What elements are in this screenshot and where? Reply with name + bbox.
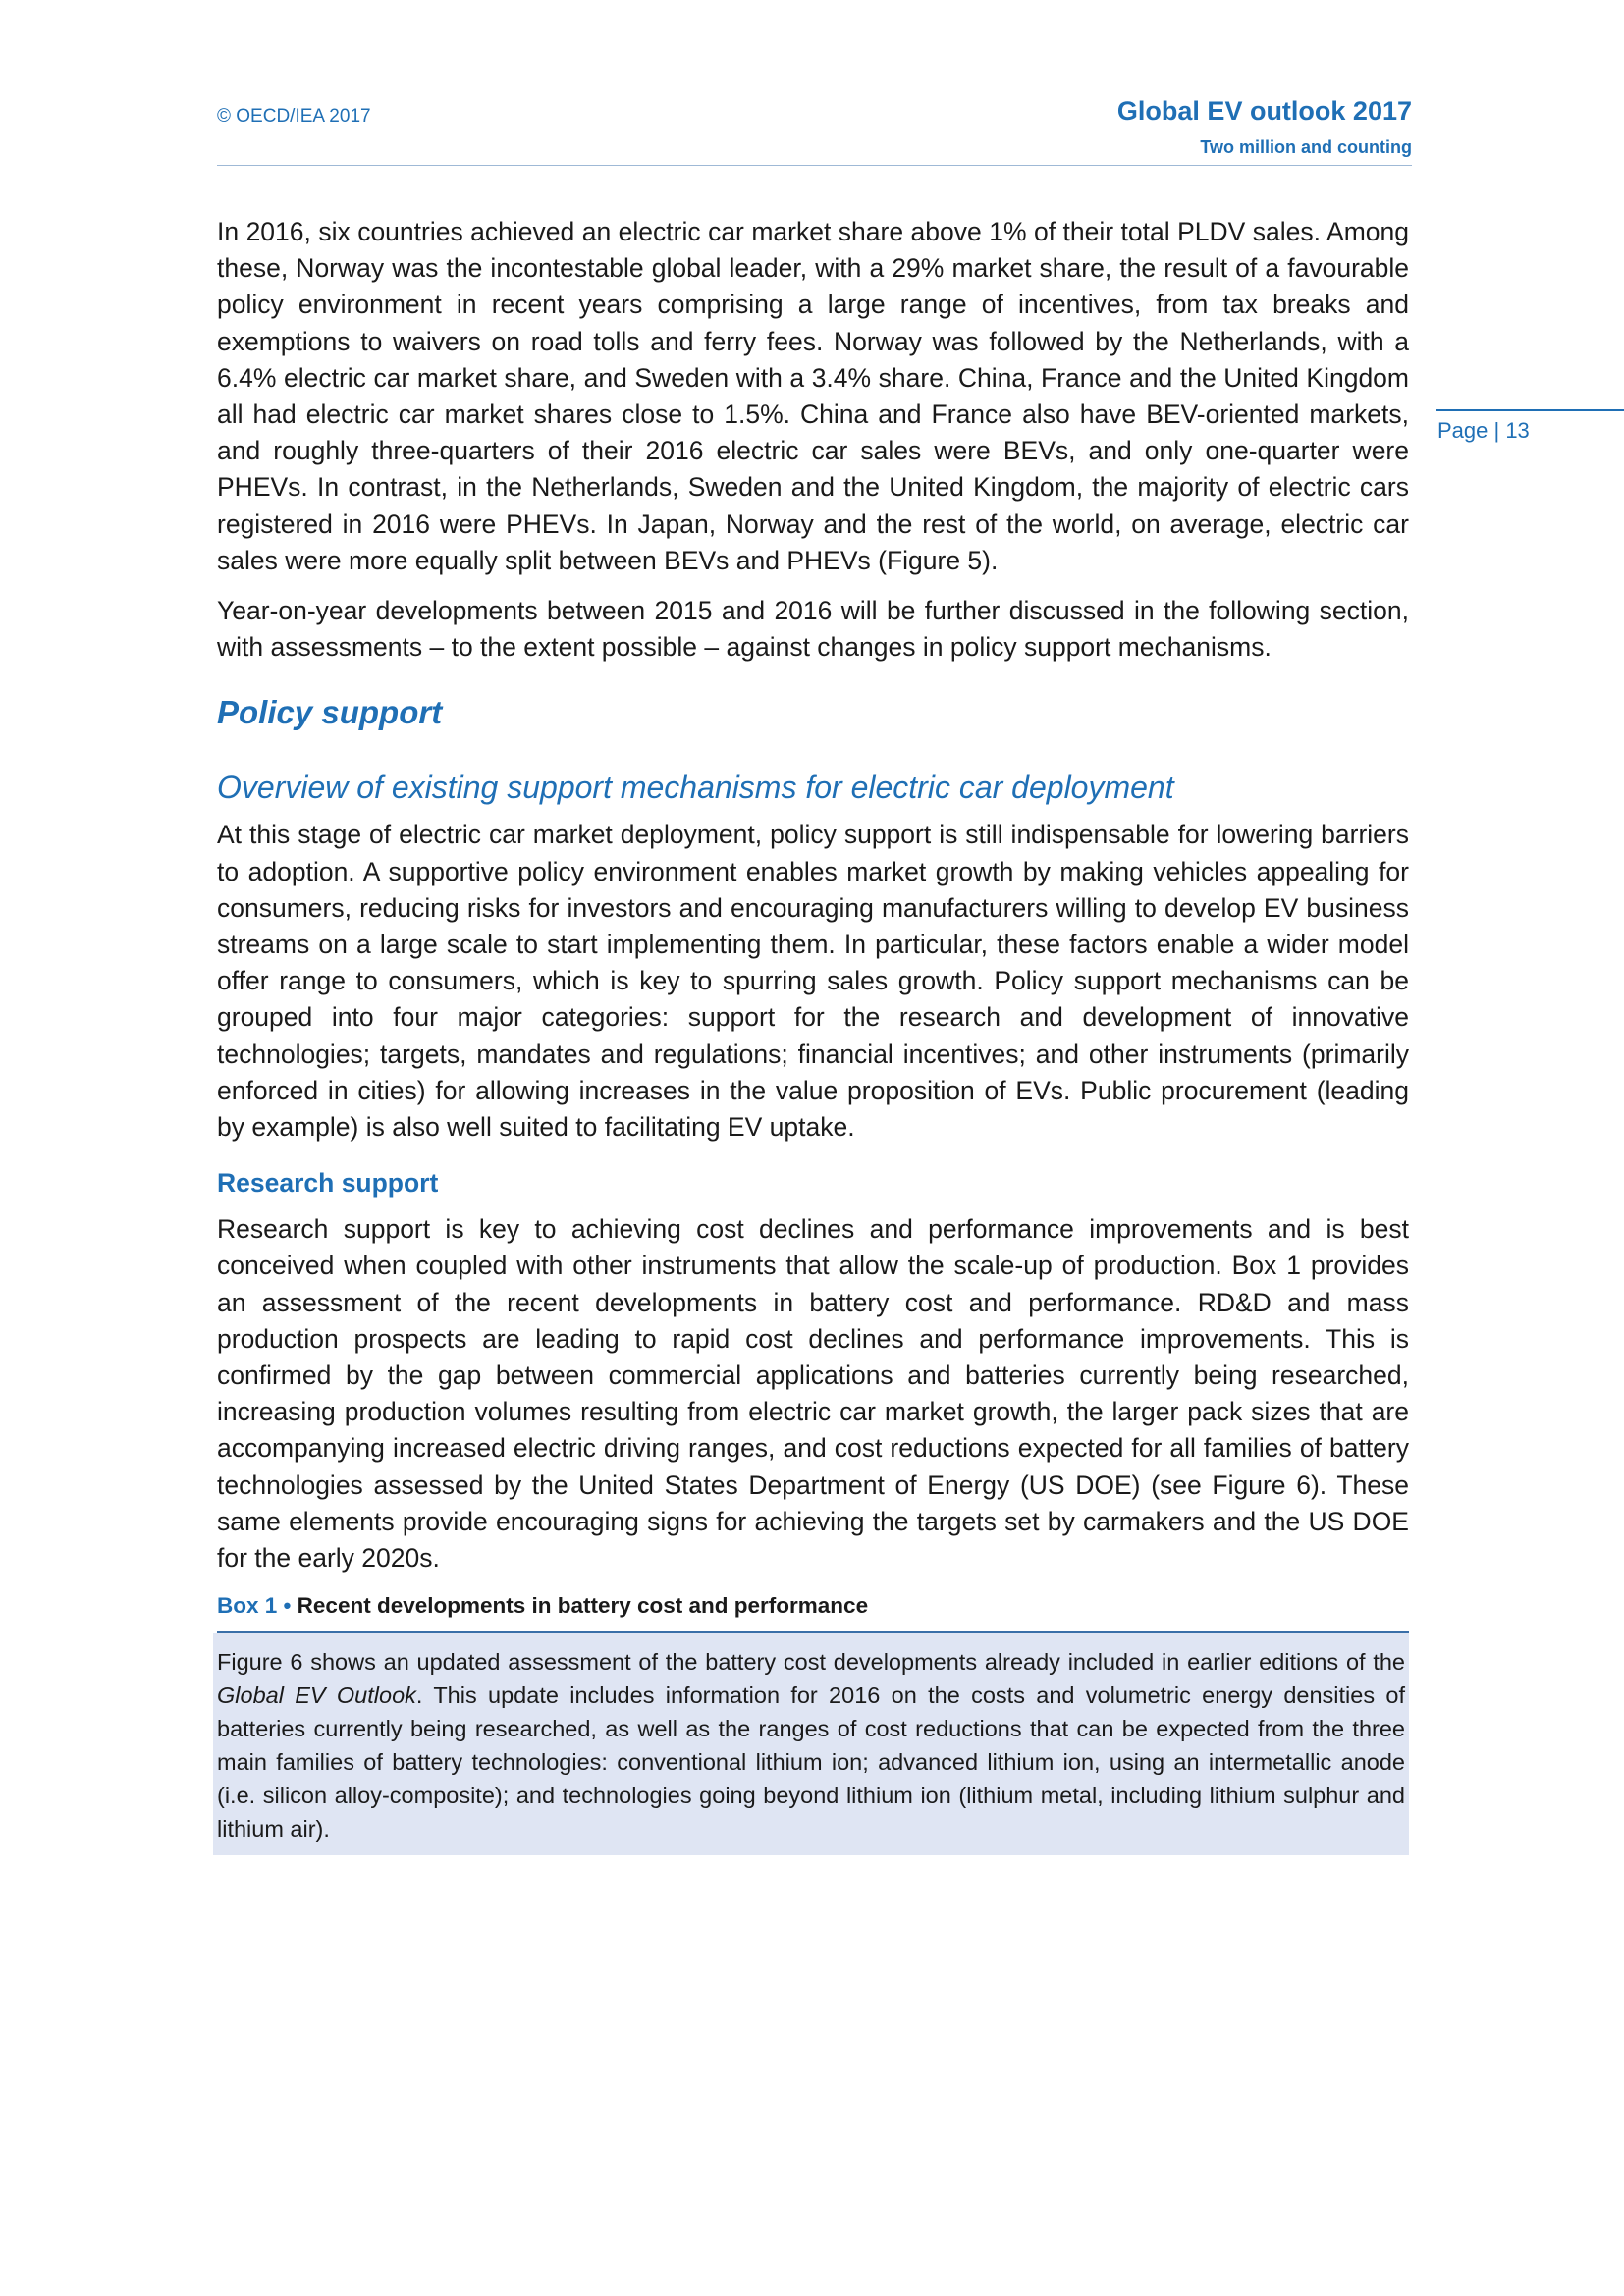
intro-paragraph-1: In 2016, six countries achieved an electric car market share above 1% of their total PLDV sales. Among these, Norway was the incontestable global leader, with a 29% market share, the result of a favourable policy environment in recent years comprising a large range of incentives, from tax breaks and exemptions to waivers on road tolls and ferry fees. Norway was followed by the Netherlands, with a 6.4% electric car market share, and Sweden with a 3.4% share. China, France and the United Kingdom all had electric car market shares close to 1.5%. China and France also have BEV-oriented markets, and roughly three-quarters of their 2016 electric car sales were BEVs, and only one-quarter were PHEVs. In contrast, in the Netherlands, Sweden and the United Kingdom, the majority of electric cars registered in 2016 were PHEVs. In Japan, Norway and the rest of the world, on average, electric car sales were more equally split between BEVs and PHEVs (Figure 5). <box>217 217 1409 575</box>
page-number: Page | 13 <box>1437 418 1530 443</box>
intro-paragraph-2: Year-on-year developments between 2015 and 2016 will be further discussed in the following section, with assessments – to the extent possible – against changes in policy support mechanisms. <box>217 596 1409 663</box>
subsection-heading-overview: Overview of existing support mechanisms for electric car deployment <box>217 770 1174 806</box>
box-label: Box 1 • <box>217 1593 292 1619</box>
box-text-italic: Global EV Outlook <box>217 1682 416 1709</box>
copyright-notice: © OECD/IEA 2017 <box>217 106 371 127</box>
overview-paragraph: At this stage of electric car market deployment, policy support is still indispensable for lowering barriers to adoption. A supportive policy environment enables market growth by making vehicles appealing for consumers, reducing risks for investors and encouraging manufacturers willing to develop EV business streams on a large scale to start implementing them. In particular, these factors enable a wider model offer range to consumers, which is key to spurring sales growth. Policy support mechanisms can be grouped into four major categories: support for the research and development of innovative technologies; targets, mandates and regulations; financial incentives; and other instruments (primarily enforced in cities) for allowing increases in the value proposition of EVs. Public procurement (leading by example) is also well suited to facilitating EV uptake. <box>217 820 1409 1143</box>
section-heading-policy-support: Policy support <box>217 694 443 731</box>
main-content <box>217 214 1409 1855</box>
box-name: Recent developments in battery cost and performance <box>297 1593 869 1619</box>
page-number-rule <box>1436 409 1624 411</box>
box-text-after: . This update includes information for 2016 on the costs and volumetric energy densities of batteries currently being researched, as well as the ranges of cost reductions that can be expected from the three main families of battery technologies: conventional lithium ion; advanced lithium ion, using an intermetallic anode (i.e. silicon alloy-composite); and technologies going beyond lithium ion (lithium metal, including lithium sulphur and lithium air). <box>217 1682 1406 1842</box>
research-support-heading: Research support <box>217 1168 439 1199</box>
report-subtitle: Two million and counting <box>1200 137 1412 157</box>
box-text-before: Figure 6 shows an updated assessment of the battery cost developments already included in earlier editions of the <box>217 1649 1405 1676</box>
box-title <box>217 1590 1409 1633</box>
header-divider <box>217 165 1412 166</box>
research-paragraph: Research support is key to achieving cost declines and performance improvements and is best conceived when coupled with other instruments that allow the scale-up of production. Box 1 provides an assessment of the recent developments in battery cost and performance. RD&D and mass production prospects are leading to rapid cost declines and performance improvements. This is confirmed by the gap between commercial applications and batteries currently being researched, increasing production volumes resulting from electric car market growth, the larger pack sizes that are accompanying increased electric driving ranges, and cost reductions expected for all families of battery technologies assessed by the United States Department of Energy (US DOE) (see Figure 6). These same elements provide encouraging signs for achieving the targets set by carmakers and the US DOE for the early 2020s. <box>217 1214 1409 1574</box>
box-body <box>213 1633 1409 1855</box>
report-title: Global EV outlook 2017 <box>1116 96 1412 126</box>
